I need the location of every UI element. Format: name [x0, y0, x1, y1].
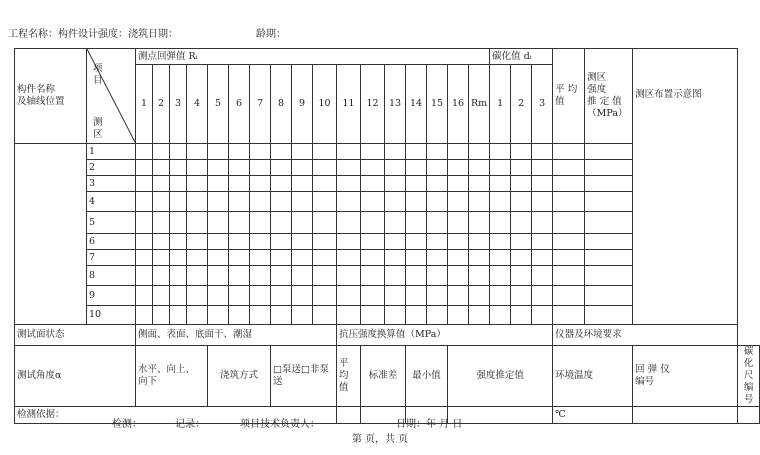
- data-cell: [361, 144, 385, 160]
- rebound-point-col: 5: [208, 65, 229, 144]
- data-cell: [153, 144, 170, 160]
- data-cell: [511, 234, 532, 250]
- strength-label: 构件设计强度：: [58, 29, 128, 40]
- data-cell: [361, 234, 385, 250]
- data-cell: [511, 266, 532, 286]
- data-cell: [170, 160, 187, 176]
- diag-item-label: 项 目: [93, 63, 103, 86]
- data-cell: [153, 250, 170, 266]
- rebound-point-col: 3: [170, 65, 187, 144]
- data-cell: [427, 192, 448, 212]
- diag-zone-label: 测 区: [93, 117, 103, 140]
- rebound-point-col: 13: [385, 65, 406, 144]
- data-cell: [490, 144, 511, 160]
- data-cell: [532, 306, 553, 325]
- data-cell: [271, 212, 292, 234]
- data-cell: [292, 192, 313, 212]
- data-cell: [490, 266, 511, 286]
- data-cell: [136, 144, 153, 160]
- rebound-record-table: [14, 48, 760, 424]
- env-temp-unit: ℃: [553, 407, 633, 424]
- zone-number: 3: [87, 176, 136, 192]
- data-cell: [385, 176, 406, 192]
- data-cell: [385, 144, 406, 160]
- data-cell: [448, 306, 469, 325]
- project-label: 工程名称：: [8, 29, 58, 40]
- data-cell: [361, 176, 385, 192]
- carbonation-ruler-id-cell: [738, 407, 760, 424]
- data-cell: [361, 250, 385, 266]
- data-cell: [229, 266, 250, 286]
- data-cell: [553, 144, 585, 160]
- carbonation-point-col: 1: [490, 65, 511, 144]
- data-cell: [250, 286, 271, 306]
- data-cell: [490, 306, 511, 325]
- carbonation-point-col: 3: [532, 65, 553, 144]
- data-cell: [313, 286, 337, 306]
- data-cell: [532, 250, 553, 266]
- rebound-point-col: 16: [448, 65, 469, 144]
- data-cell: [532, 234, 553, 250]
- data-cell: [153, 306, 170, 325]
- data-cell: [187, 266, 208, 286]
- data-cell: [136, 234, 153, 250]
- data-cell: [490, 234, 511, 250]
- converted-strength-label: 抗压强度换算值（MPa）: [337, 325, 553, 346]
- data-cell: [208, 306, 229, 325]
- data-cell: [136, 176, 153, 192]
- data-cell: [448, 250, 469, 266]
- data-cell: [385, 306, 406, 325]
- data-cell: [271, 306, 292, 325]
- data-cell: [553, 234, 585, 250]
- zone-number: 6: [87, 234, 136, 250]
- data-cell: [585, 160, 633, 176]
- data-cell: [585, 212, 633, 234]
- data-cell: [187, 250, 208, 266]
- data-cell: [292, 234, 313, 250]
- zone-strength-header: 测区 强度 推 定 值 （MPa）: [585, 49, 633, 144]
- data-cell: [153, 176, 170, 192]
- data-cell: [187, 176, 208, 192]
- data-cell: [427, 160, 448, 176]
- data-cell: [271, 160, 292, 176]
- std-dev-label: 标准差: [361, 346, 406, 407]
- data-cell: [553, 160, 585, 176]
- carbonation-ruler-id-label: 碳化尺编号: [738, 346, 760, 407]
- data-cell: [585, 266, 633, 286]
- data-cell: [553, 266, 585, 286]
- strength-estimate-label: 强度推定值: [448, 346, 553, 407]
- data-cell: [292, 144, 313, 160]
- data-cell: [406, 212, 427, 234]
- data-cell: [153, 266, 170, 286]
- data-cell: [170, 306, 187, 325]
- data-cell: [553, 176, 585, 192]
- data-cell: [313, 234, 337, 250]
- member-name-header: 构件名称 及轴线位置: [15, 49, 87, 144]
- zone-number: 9: [87, 286, 136, 306]
- rebound-point-col: 15: [427, 65, 448, 144]
- data-cell: [490, 160, 511, 176]
- average-header: 平 均 值: [553, 49, 585, 144]
- data-cell: [136, 212, 153, 234]
- data-cell: [229, 250, 250, 266]
- data-cell: [292, 212, 313, 234]
- data-cell: [170, 234, 187, 250]
- zone-number: 4: [87, 192, 136, 212]
- data-cell: [170, 212, 187, 234]
- data-cell: [427, 144, 448, 160]
- data-cell: [490, 176, 511, 192]
- data-cell: [511, 176, 532, 192]
- data-cell: [553, 306, 585, 325]
- data-cell: [532, 286, 553, 306]
- data-cell: [136, 266, 153, 286]
- data-cell: [469, 176, 490, 192]
- data-cell: [532, 144, 553, 160]
- rebound-point-col: 12: [361, 65, 385, 144]
- zone-number: 10: [87, 306, 136, 325]
- data-cell: [208, 192, 229, 212]
- data-cell: [469, 192, 490, 212]
- data-cell: [313, 250, 337, 266]
- data-cell: [361, 192, 385, 212]
- data-cell: [553, 286, 585, 306]
- data-cell: [208, 212, 229, 234]
- data-cell: [553, 212, 585, 234]
- strength-estimate-cell: [448, 407, 553, 424]
- rebound-point-col: 10: [313, 65, 337, 144]
- data-cell: [427, 266, 448, 286]
- data-cell: [585, 192, 633, 212]
- data-cell: [511, 192, 532, 212]
- zone-number: 5: [87, 212, 136, 234]
- data-cell: [313, 212, 337, 234]
- data-cell: [208, 144, 229, 160]
- data-cell: [271, 176, 292, 192]
- data-cell: [187, 212, 208, 234]
- data-cell: [427, 306, 448, 325]
- data-cell: [313, 160, 337, 176]
- data-cell: [170, 286, 187, 306]
- data-cell: [136, 306, 153, 325]
- member-name-cell: [15, 144, 87, 325]
- recorder-label: 记录：: [175, 419, 205, 430]
- data-cell: [153, 234, 170, 250]
- data-cell: [208, 266, 229, 286]
- data-cell: [229, 234, 250, 250]
- data-cell: [448, 192, 469, 212]
- data-cell: [170, 176, 187, 192]
- data-cell: [406, 286, 427, 306]
- rebound-point-col: 8: [271, 65, 292, 144]
- data-cell: [292, 286, 313, 306]
- data-cell: [250, 250, 271, 266]
- data-cell: [136, 160, 153, 176]
- data-cell: [250, 192, 271, 212]
- data-cell: [271, 286, 292, 306]
- data-cell: [271, 144, 292, 160]
- data-cell: [208, 234, 229, 250]
- data-cell: [153, 160, 170, 176]
- data-cell: [208, 160, 229, 176]
- carbonation-point-col: 2: [511, 65, 532, 144]
- diagonal-header-cell: [87, 49, 136, 144]
- data-cell: [229, 286, 250, 306]
- data-cell: [153, 212, 170, 234]
- zone-number: 8: [87, 266, 136, 286]
- data-cell: [406, 250, 427, 266]
- data-cell: [229, 306, 250, 325]
- data-cell: [385, 192, 406, 212]
- data-cell: [406, 266, 427, 286]
- data-cell: [208, 176, 229, 192]
- average-value-cell: [337, 407, 361, 424]
- data-cell: [490, 250, 511, 266]
- zone-number: 7: [87, 250, 136, 266]
- data-cell: [511, 250, 532, 266]
- rebound-point-col: 9: [292, 65, 313, 144]
- data-cell: [361, 286, 385, 306]
- data-cell: [229, 160, 250, 176]
- data-cell: [250, 212, 271, 234]
- rebound-point-col: Rm: [469, 65, 490, 144]
- data-cell: [313, 192, 337, 212]
- data-cell: [427, 250, 448, 266]
- data-cell: [406, 306, 427, 325]
- instrument-env-label: 仪器及环境要求: [553, 325, 738, 346]
- data-cell: [313, 266, 337, 286]
- data-cell: [406, 234, 427, 250]
- data-cell: [427, 286, 448, 306]
- data-cell: [170, 192, 187, 212]
- data-cell: [585, 176, 633, 192]
- table-row: [15, 346, 760, 407]
- data-cell: [406, 160, 427, 176]
- data-cell: [448, 144, 469, 160]
- data-cell: [229, 176, 250, 192]
- data-cell: [313, 306, 337, 325]
- data-cell: [553, 192, 585, 212]
- data-cell: [385, 212, 406, 234]
- data-cell: [385, 160, 406, 176]
- data-cell: [448, 286, 469, 306]
- data-cell: [469, 212, 490, 234]
- carbonation-header: 碳化值 dᵢ: [490, 49, 553, 65]
- data-cell: [170, 266, 187, 286]
- rebound-values-header: 测点回弹值 Rᵢ: [136, 49, 490, 65]
- data-cell: [469, 160, 490, 176]
- data-cell: [208, 250, 229, 266]
- data-cell: [585, 234, 633, 250]
- average-label: 平 均 值: [337, 346, 361, 407]
- data-cell: [187, 144, 208, 160]
- data-cell: [585, 144, 633, 160]
- data-cell: [532, 212, 553, 234]
- data-cell: [448, 160, 469, 176]
- data-cell: [250, 160, 271, 176]
- data-cell: [153, 286, 170, 306]
- data-cell: [337, 234, 361, 250]
- data-cell: [385, 250, 406, 266]
- env-temp-label: 环境温度: [553, 346, 633, 407]
- data-cell: [511, 212, 532, 234]
- data-cell: [469, 286, 490, 306]
- data-cell: [469, 266, 490, 286]
- data-cell: [427, 234, 448, 250]
- data-cell: [229, 144, 250, 160]
- data-cell: [532, 176, 553, 192]
- table-row: [15, 325, 760, 346]
- data-cell: [511, 306, 532, 325]
- zone-layout-header: 测区布置示意图: [633, 49, 738, 325]
- data-cell: [448, 234, 469, 250]
- data-cell: [187, 192, 208, 212]
- data-cell: [448, 212, 469, 234]
- data-cell: [187, 306, 208, 325]
- data-cell: [271, 266, 292, 286]
- data-cell: [361, 266, 385, 286]
- surface-state-value: 侧面、表面、底面干、潮湿: [136, 325, 337, 346]
- data-cell: [490, 212, 511, 234]
- data-cell: [250, 306, 271, 325]
- data-cell: [271, 250, 292, 266]
- data-cell: [553, 250, 585, 266]
- data-cell: [532, 266, 553, 286]
- data-cell: [337, 192, 361, 212]
- data-cell: [187, 234, 208, 250]
- rebound-point-col: 1: [136, 65, 153, 144]
- data-cell: [385, 266, 406, 286]
- data-cell: [532, 160, 553, 176]
- surface-state-label: 测试面状态: [15, 325, 136, 346]
- zone-number: 1: [87, 144, 136, 160]
- data-cell: [313, 176, 337, 192]
- data-cell: [585, 286, 633, 306]
- data-cell: [469, 144, 490, 160]
- data-cell: [337, 286, 361, 306]
- data-cell: [337, 212, 361, 234]
- data-cell: [490, 286, 511, 306]
- data-cell: [385, 234, 406, 250]
- data-cell: [406, 144, 427, 160]
- data-cell: [250, 144, 271, 160]
- data-cell: [153, 192, 170, 212]
- data-cell: [469, 250, 490, 266]
- data-cell: [361, 160, 385, 176]
- data-cell: [208, 286, 229, 306]
- data-cell: [250, 176, 271, 192]
- test-basis-label: 检测依据：: [15, 407, 337, 424]
- data-cell: [469, 306, 490, 325]
- data-cell: [170, 144, 187, 160]
- data-cell: [427, 212, 448, 234]
- pour-method-value: □泵送□非泵送: [271, 346, 337, 407]
- data-cell: [187, 160, 208, 176]
- rebound-point-col: 11: [337, 65, 361, 144]
- rebound-point-col: 2: [153, 65, 170, 144]
- rebound-point-col: 7: [250, 65, 271, 144]
- rebound-point-col: 4: [187, 65, 208, 144]
- min-value-label: 最小值: [406, 346, 448, 407]
- data-cell: [448, 176, 469, 192]
- data-cell: [136, 250, 153, 266]
- data-cell: [406, 192, 427, 212]
- data-cell: [427, 176, 448, 192]
- data-cell: [271, 192, 292, 212]
- data-cell: [271, 234, 292, 250]
- data-cell: [250, 266, 271, 286]
- data-cell: [511, 286, 532, 306]
- data-cell: [361, 212, 385, 234]
- data-cell: [490, 192, 511, 212]
- data-cell: [229, 212, 250, 234]
- rebound-point-col: 6: [229, 65, 250, 144]
- data-cell: [385, 286, 406, 306]
- data-cell: [292, 160, 313, 176]
- data-cell: [337, 250, 361, 266]
- data-cell: [337, 266, 361, 286]
- data-cell: [511, 144, 532, 160]
- zone-number: 2: [87, 160, 136, 176]
- data-cell: [187, 286, 208, 306]
- table-row: [15, 49, 760, 65]
- data-cell: [448, 266, 469, 286]
- data-cell: [585, 250, 633, 266]
- data-cell: [292, 306, 313, 325]
- data-cell: [313, 144, 337, 160]
- data-cell: [136, 286, 153, 306]
- data-cell: [292, 176, 313, 192]
- data-cell: [170, 250, 187, 266]
- date-label: 日期：年 月 日: [396, 419, 463, 430]
- data-cell: [406, 176, 427, 192]
- data-cell: [337, 176, 361, 192]
- data-cell: [337, 306, 361, 325]
- pour-method-label: 浇筑方式: [208, 346, 271, 407]
- data-cell: [361, 306, 385, 325]
- rebound-instrument-id-cell: [633, 407, 738, 424]
- data-cell: [511, 160, 532, 176]
- pour-date-label: 浇筑日期：: [128, 29, 178, 40]
- test-angle-label: 测试角度α: [15, 346, 136, 407]
- data-cell: [292, 266, 313, 286]
- data-cell: [585, 306, 633, 325]
- inspector-label: 检测：: [112, 419, 142, 430]
- data-cell: [337, 160, 361, 176]
- data-cell: [250, 234, 271, 250]
- data-cell: [136, 192, 153, 212]
- test-angle-value: 水平、向上、 向下: [136, 346, 208, 407]
- page-number: 第 页，共 页: [351, 434, 409, 445]
- data-cell: [337, 144, 361, 160]
- rebound-instrument-id-label: 回 弹 仪 编号: [633, 346, 738, 407]
- data-cell: [532, 192, 553, 212]
- data-cell: [469, 234, 490, 250]
- rebound-point-col: 14: [406, 65, 427, 144]
- tech-lead-label: 项目技术负责人：: [240, 419, 320, 430]
- data-cell: [292, 250, 313, 266]
- data-cell: [229, 192, 250, 212]
- age-label: 龄期：: [256, 29, 286, 40]
- form-header: [8, 25, 286, 40]
